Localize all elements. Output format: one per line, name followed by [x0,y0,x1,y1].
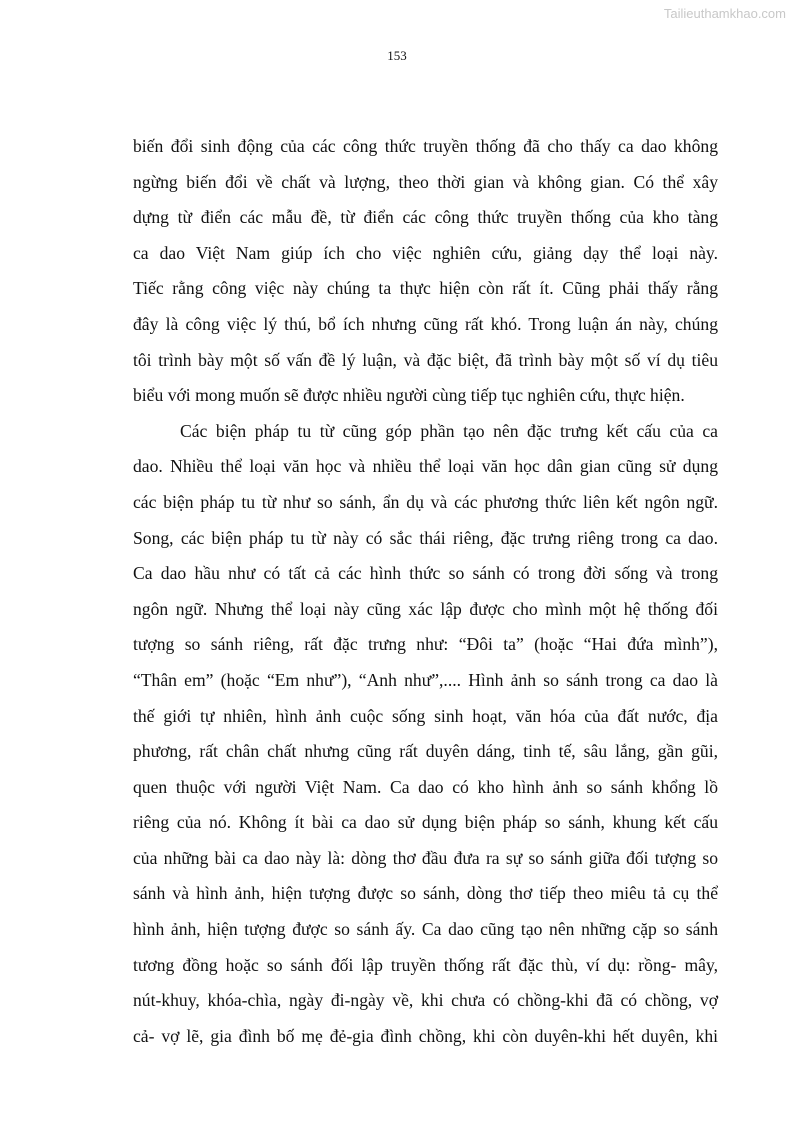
text-line: dao. Nhiều thể loại văn học và nhiều thể loại văn học dân gian cũng sử dụng [133,456,718,477]
text-line: Ca dao hầu như có tất cả các hình thức so sánh có trong đời sống và trong [133,563,718,584]
text-line: phương, rất chân chất nhưng cũng rất duyên dáng, tinh tế, sâu lắng, gần gũi, [133,741,718,762]
text-line: Các biện pháp tu từ cũng góp phần tạo nên đặc trưng kết cấu của ca [180,420,718,441]
text-line: biểu với mong muốn sẽ được nhiều người cùng tiếp tục nghiên cứu, thực hiện. [133,385,685,406]
text-line: sánh và hình ảnh, hiện tượng được so sánh, dòng thơ tiếp theo miêu tả cụ thể [133,883,718,904]
text-line: ngôn ngữ. Nhưng thể loại này cũng xác lập được cho mình một hệ thống đối [133,598,718,619]
paragraph-1 [133,132,718,417]
text-line: cả- vợ lẽ, gia đình bố mẹ đẻ-gia đình chồng, khi còn duyên-khi hết duyên, khi [133,1025,718,1046]
text-line: hình ảnh, hiện tượng được so sánh ấy. Ca dao cũng tạo nên những cặp so sánh [133,919,718,940]
text-line: Song, các biện pháp tu từ này có sắc thái riêng, đặc trưng riêng trong ca dao. [133,527,718,548]
text-line: riêng của nó. Không ít bài ca dao sử dụng biện pháp so sánh, khung kết cấu [133,812,718,833]
text-line: tôi trình bày một số vấn đề lý luận, và đặc biệt, đã trình bày một số ví dụ tiêu [133,349,718,370]
text-line: nút-khuy, khóa-chìa, ngày đi-ngày về, khi chưa có chồng-khi đã có chồng, vợ [133,990,718,1011]
text-line: các biện pháp tu từ như so sánh, ẩn dụ và các phương thức liên kết ngôn ngữ. [133,491,718,512]
paragraph-2 [133,417,718,1058]
text-line: tương đồng hoặc so sánh đối lập truyền thống rất đặc thù, ví dụ: rồng- mây, [133,954,718,975]
text-line: ca dao Việt Nam giúp ích cho việc nghiên cứu, giảng dạy thể loại này. [133,242,718,263]
text-line: quen thuộc với người Việt Nam. Ca dao có kho hình ảnh so sánh khổng lồ [133,776,718,797]
watermark: Tailieuthamkhao.com [663,6,786,21]
text-line: biến đổi sinh động của các công thức truyền thống đã cho thấy ca dao không [133,136,718,156]
text-line: dựng từ điển các mẫu đề, từ điển các công thức truyền thống của kho tàng [133,207,718,228]
text-line: ngừng biến đổi về chất và lượng, theo thời gian và không gian. Có thể xây [133,171,718,192]
text-line: tượng so sánh riêng, rất đặc trưng như: “Đôi ta” (hoặc “Hai đứa mình”), [133,634,718,655]
text-line: Tiếc rằng công việc này chúng ta thực hiện còn rất ít. Cũng phải thấy rằng [133,278,718,299]
body-text [133,132,718,1057]
page-number: 153 [387,48,407,63]
text-line: đây là công việc lý thú, bổ ích nhưng cũng rất khó. Trong luận án này, chúng [133,313,718,334]
text-line: của những bài ca dao này là: dòng thơ đầu đưa ra sự so sánh giữa đối tượng so [133,847,718,868]
text-line: thế giới tự nhiên, hình ảnh cuộc sống sinh hoạt, văn hóa của đất nước, địa [133,705,718,726]
text-line: “Thân em” (hoặc “Em như”), “Anh như”,.... Hình ảnh so sánh trong ca dao là [133,669,718,690]
